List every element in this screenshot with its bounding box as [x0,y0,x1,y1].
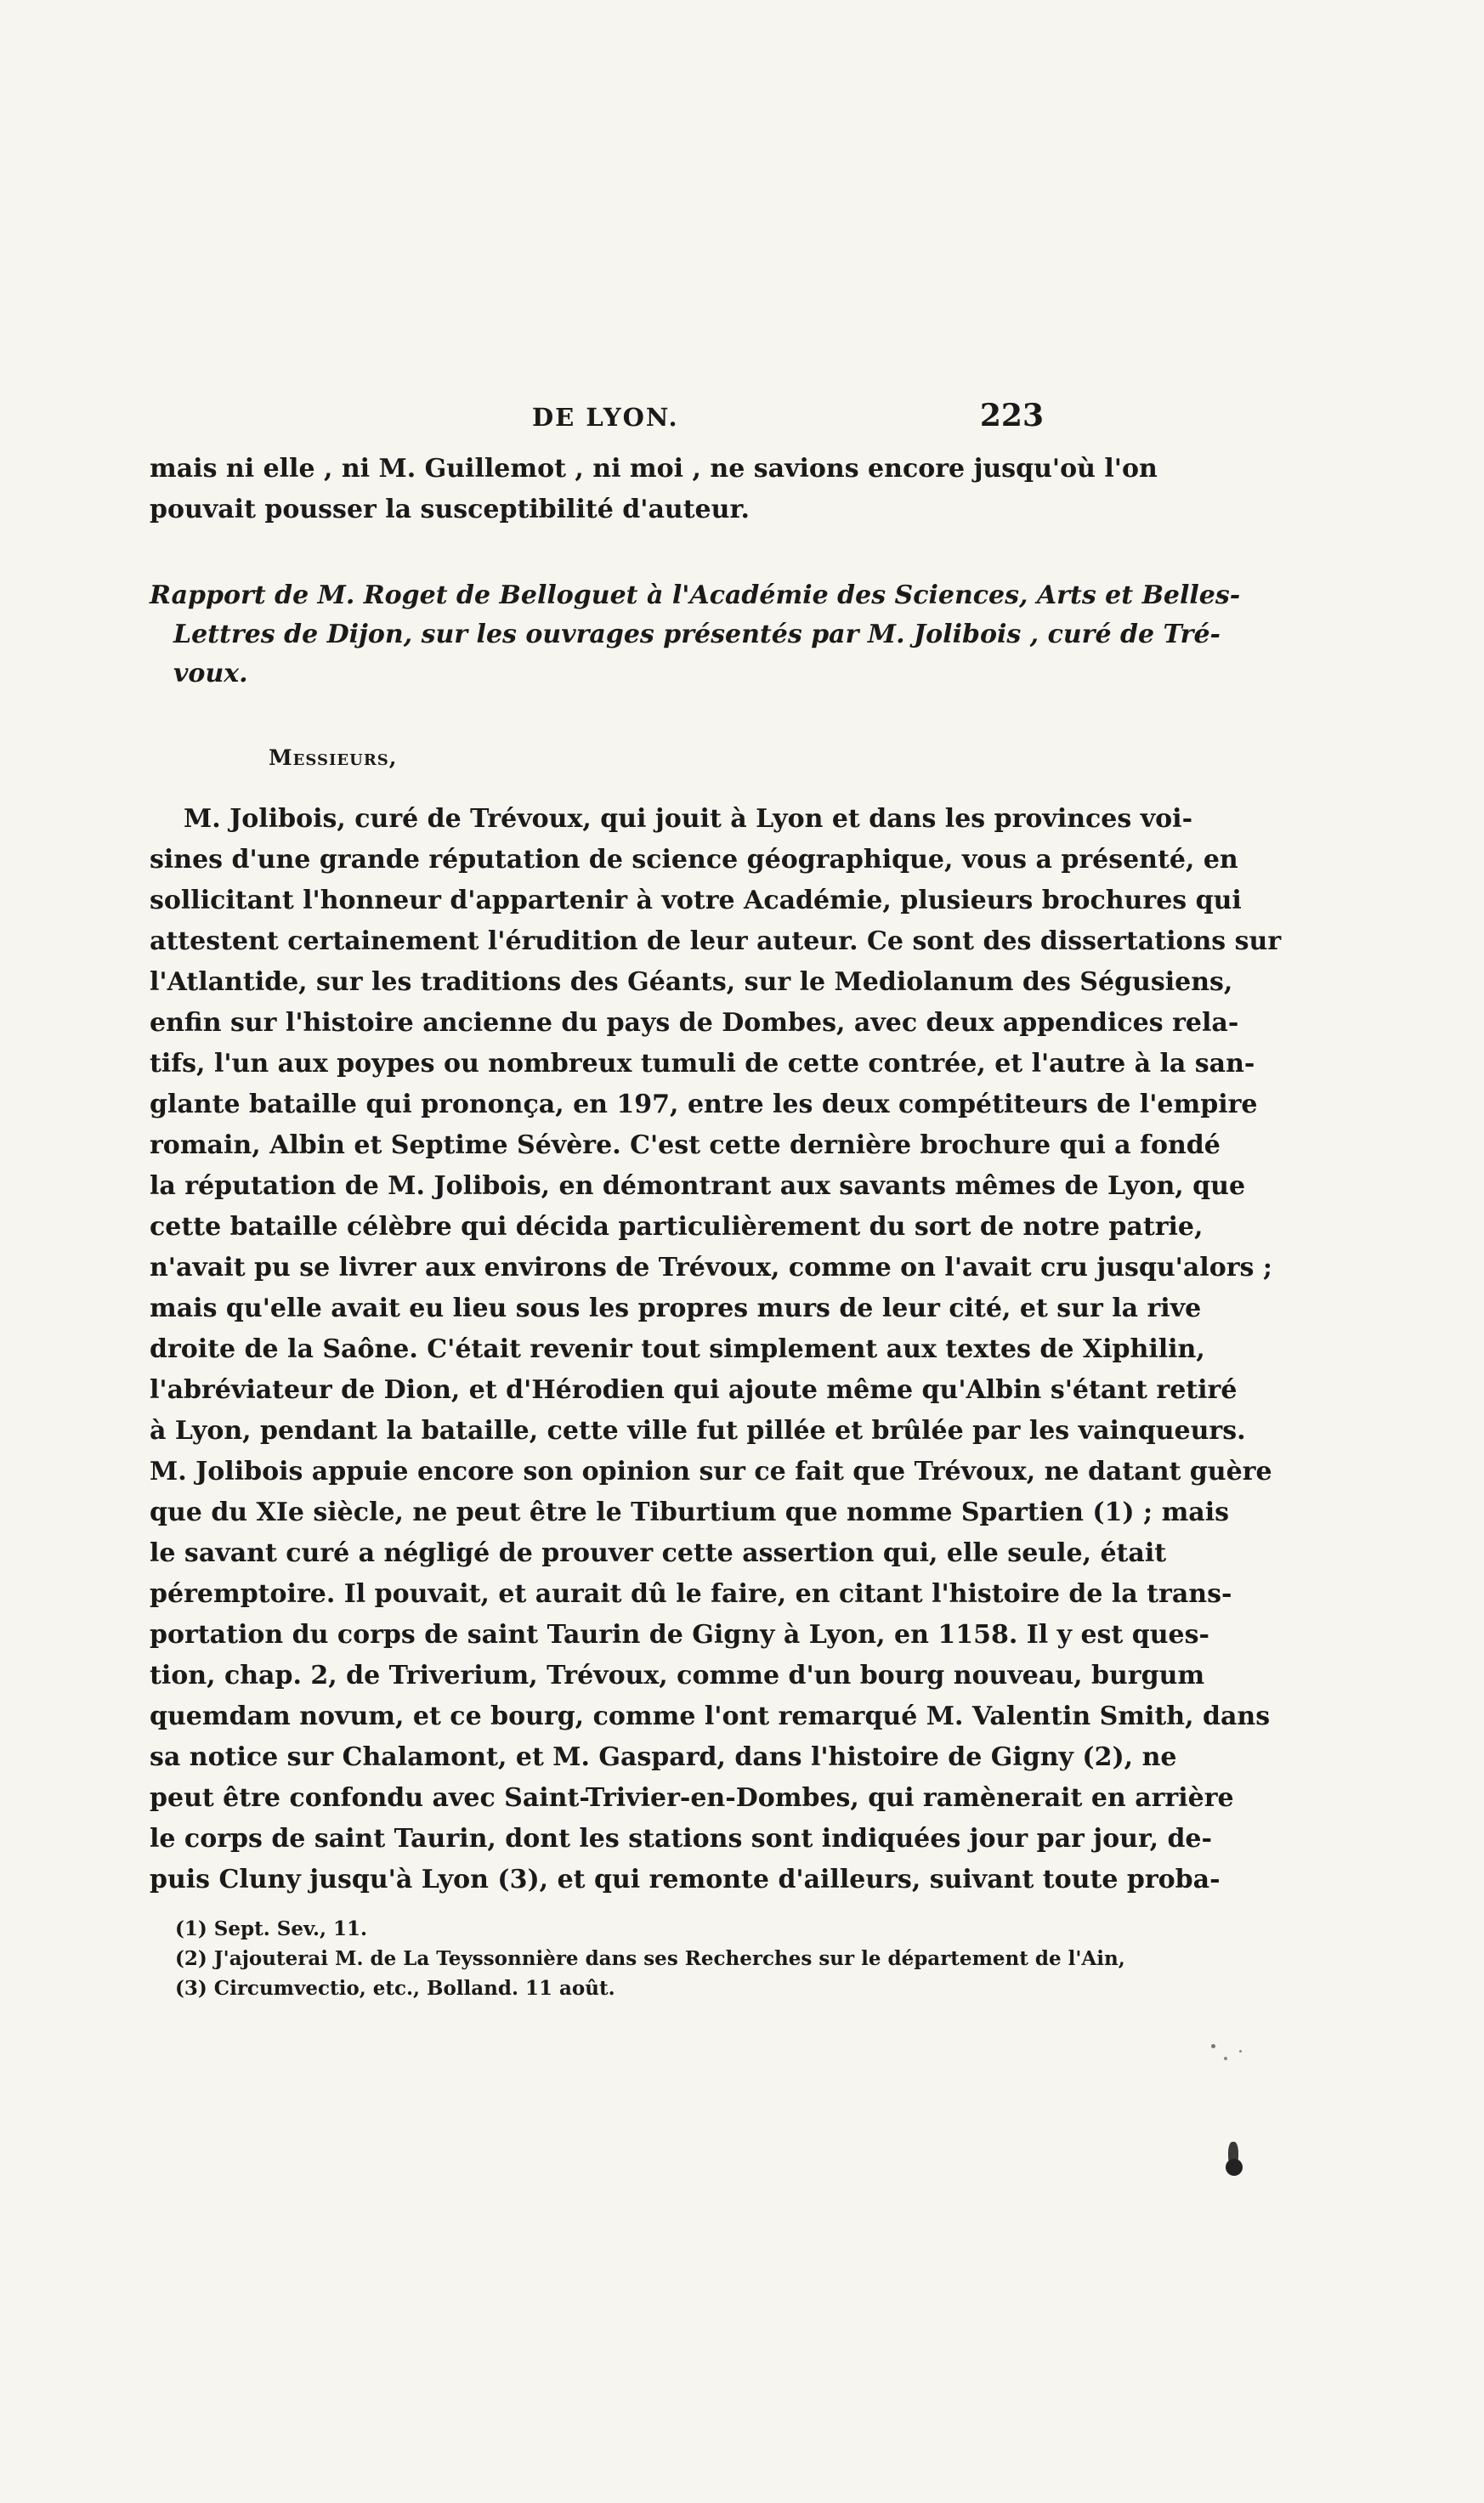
text-line: mais ni elle , ni M. Guillemot , ni moi , ne savions encore jusqu'où l'on [150,454,1158,484]
footnotes [175,1914,1125,2003]
report-title-line: Lettres de Dijon, sur les ouvrages présentés par M. Jolibois , curé de Tré- [173,620,1221,649]
text-line: l'Atlantide, sur les traditions des Géants, sur le Mediolanum des Ségusiens, [150,967,1233,997]
text-line: le savant curé a négligé de prouver cette assertion qui, elle seule, était [150,1538,1167,1568]
text-line: sines d'une grande réputation de science géographique, vous a présenté, en [150,845,1238,875]
ink-speck-mark [1224,2057,1227,2060]
report-title-line: voux. [173,659,248,688]
page-header [150,398,1044,440]
text-line: sollicitant l'honneur d'appartenir à votre Académie, plusieurs brochures qui [150,886,1242,915]
text-line: peut être confondu avec Saint-Trivier-en-Dombes, qui ramènerait en arrière [150,1783,1234,1813]
ink-speck-mark [1211,2044,1215,2048]
report-title-line: Rapport de M. Roget de Belloguet à l'Académie des Sciences, Arts et Belles- [150,580,1241,610]
text-line: n'avait pu se livrer aux environs de Trévoux, comme on l'avait cru jusqu'alors ; [150,1253,1272,1283]
text-line: tion, chap. 2, de Triverium, Trévoux, comme d'un bourg nouveau, burgum [150,1661,1205,1690]
salutation: Messieurs, [269,745,398,770]
text-line: l'abréviateur de Dion, et d'Hérodien qui ajoute même qu'Albin s'étant retiré [150,1375,1238,1405]
body-paragraph [150,799,1282,1900]
text-line: pouvait pousser la susceptibilité d'auteur. [150,495,750,524]
text-line: glante bataille qui prononça, en 197, entre les deux compétiteurs de l'empire [150,1090,1258,1119]
text-line: la réputation de M. Jolibois, en démontrant aux savants mêmes de Lyon, que [150,1171,1246,1201]
text-line: puis Cluny jusqu'à Lyon (3), et qui remonte d'ailleurs, suivant toute proba- [150,1865,1221,1894]
text-line: le corps de saint Taurin, dont les stations sont indiquées jour par jour, de- [150,1824,1212,1854]
text-line: que du XIe siècle, ne peut être le Tiburtium que nomme Spartien (1) ; mais [150,1498,1230,1527]
ink-speck-mark [1239,2050,1242,2053]
text-line: portation du corps de saint Taurin de Gigny à Lyon, en 1158. Il y est ques- [150,1620,1209,1650]
footnote: (2) J'ajouterai M. de La Teyssonnière dans ses Recherches sur le département de l'Ain, [175,1947,1125,1970]
text-line: à Lyon, pendant la bataille, cette ville fut pillée et brûlée par les vainqueurs. [150,1416,1246,1446]
running-head: DE LYON. [532,403,679,432]
footnote: (1) Sept. Sev., 11. [175,1917,368,1940]
report-title [150,576,1241,694]
footnote: (3) Circumvectio, etc., Bolland. 11 août. [175,1977,615,2000]
text-line: enfin sur l'histoire ancienne du pays de Dombes, avec deux appendices rela- [150,1008,1239,1038]
text-line: M. Jolibois appuie encore son opinion sur ce fait que Trévoux, ne datant guère [150,1457,1272,1487]
ink-spot-mark [1226,2159,1243,2176]
text-line: tifs, l'un aux poypes ou nombreux tumuli de cette contrée, et l'autre à la san- [150,1049,1255,1079]
text-line: attestent certainement l'érudition de leur auteur. Ce sont des dissertations sur [150,926,1282,956]
intro-paragraph [150,449,1158,530]
text-line: romain, Albin et Septime Sévère. C'est cette dernière brochure qui a fondé [150,1130,1221,1160]
text-line: quemdam novum, et ce bourg, comme l'ont remarqué M. Valentin Smith, dans [150,1702,1271,1731]
text-line: droite de la Saône. C'était revenir tout simplement aux textes de Xiphilin, [150,1334,1205,1364]
page-number: 223 [979,398,1044,433]
text-line: péremptoire. Il pouvait, et aurait dû le faire, en citant l'histoire de la trans- [150,1579,1232,1609]
text-line: M. Jolibois, curé de Trévoux, qui jouit à Lyon et dans les provinces voi- [184,804,1193,834]
text-line: cette bataille célèbre qui décida particulièrement du sort de notre patrie, [150,1212,1204,1242]
text-line: mais qu'elle avait eu lieu sous les propres murs de leur cité, et sur la rive [150,1294,1202,1323]
text-line: sa notice sur Chalamont, et M. Gaspard, dans l'histoire de Gigny (2), ne [150,1742,1177,1772]
